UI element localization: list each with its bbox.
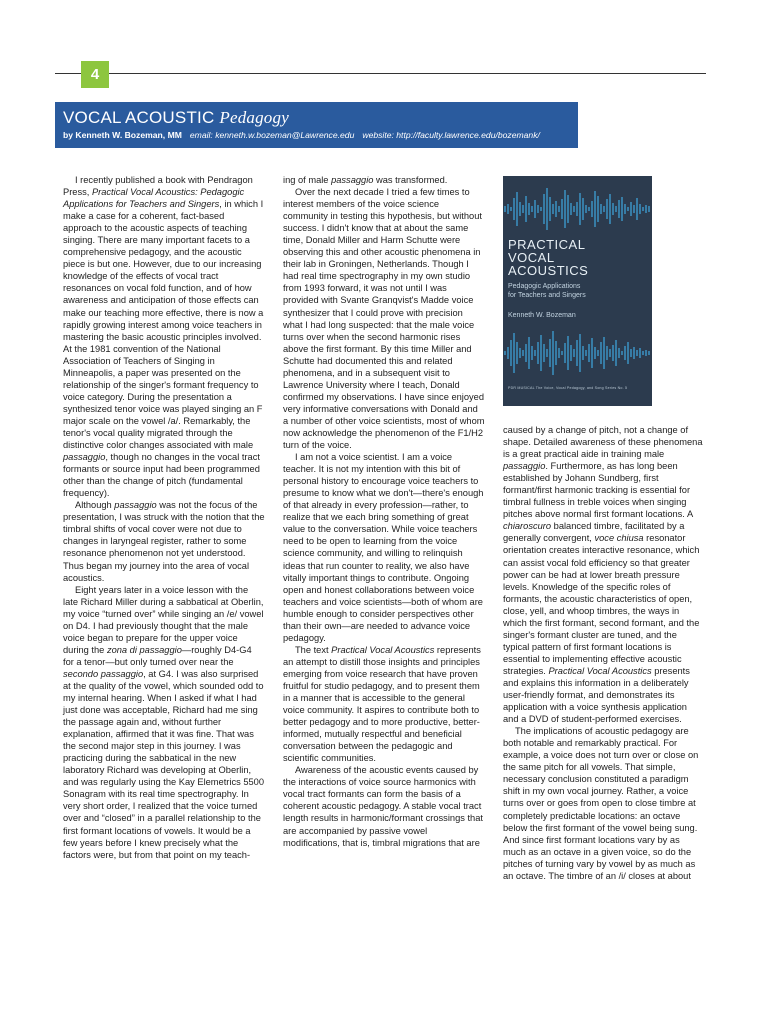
- page-number-badge: 4: [81, 61, 109, 88]
- article-column-2: [283, 174, 485, 849]
- header-rule-left: [55, 73, 81, 74]
- paragraph: Awareness of the acoustic events caused by the interactions of voice source harmonics with vocal tract formants can form the basis of a coherent acoustic pedagogy. A stable vocal tract length results in harmonic/formant crossings that are accompanied by passive vowel modifications, that is, timbral migrations that are: [283, 765, 483, 848]
- article-column-3: [503, 424, 703, 882]
- section-banner: [55, 102, 578, 148]
- paragraph: At the 1981 convention of the National Association of Teachers of Singing in Minneapolis, a paper was presented on the relationship of the singer's formant frequency to voice category. During the presentation a synthesized tenor voice was played singing an F major scale on the vowel /a/. Remarkably, the tenor's vocal quality migrated through the distinctive color changes associated with male passaggio, though no changes in the vocal tract formants or source input had been programmed other than the change of pitch (fundamental frequency).: [63, 343, 263, 499]
- waveform-graphic: [503, 184, 652, 234]
- book-subtitle: Pedagogic Applications for Teachers and Singers: [508, 283, 586, 299]
- paragraph: Eight years later in a voice lesson with the late Richard Miller during a sabbatical at Oberlin, my voice “turned over” while singing an /e/ vowel on D4. I had previously thought that the male voice began to prepare for the upper voice during the zona di passaggio—roughly D4-G4 for a tenor—but only turned over near the secondo passaggio, at G4. I was also surprised at the quality of the vowel, which sounded odd to my internal hearing. When I asked if what I had just done was acceptable, Richard had me sing the passage again and, without further explanation, affirmed that it was fine. That was the second major step in this journey. I was practicing during the sabbatical in the new laboratory Richard was developing at Oberlin, and was regularly using the Kay Elemetrics 5500 Sonagram with its real time spectrography. In very short order, I realized that the voice turned over and “closed” in a parallel relationship to the first formant locations of vowels. It would be a few years before I knew precisely what the factors were, but from that point on my teach-: [63, 584, 265, 860]
- section-title-italic: Pedagogy: [219, 108, 289, 127]
- byline-email[interactable]: email: kenneth.w.bozeman@Lawrence.edu: [189, 130, 355, 140]
- paragraph: The implications of acoustic pedagogy are both notable and remarkably practical. For example, a voice does not turn over or close on the same pitch for all vowels. That simple, necessary conclusion constituted a paradigm shift in my own vocal journey. Rather, a voice turns over or goes from open to close timbre at completely predictable locations: an octave below the first formant of the vowel being sung. And since first formant locations vary by as much as an octave in a given voice, so do the pitches of turning vary by vowel by as much as an octave. The timbre of an /i/ closes at about: [503, 726, 699, 881]
- book-cover-image: [503, 176, 652, 406]
- byline-website[interactable]: website: http://faculty.lawrence.edu/bozemank/: [362, 130, 540, 140]
- book-title: PRACTICAL VOCAL ACOUSTICS: [508, 237, 589, 278]
- paragraph: Although passaggio was not the focus of the presentation, I was struck with the notion that the timbral shifts of vocal cover were not due to changes in laryngeal register, rather to some resonance phenomenon not yet understood. Thus began my journey into the area of vocal acoustics.: [63, 500, 265, 583]
- paragraph: caused by a change of pitch, not a change of shape. Detailed awareness of these phenomena is a great practical aide in training male passaggio. Furthermore, as has long been established by Johann Sundberg, first formant/first harmonic tracking is essential for timbral fullness in treble voices when singing pitches above normal first formant locations. A chiaroscuro balanced timbre, facilitated by a generally convergent, voce chiusa resonator orientation creates interactive resonance, which can assist vocal fold efficiency so that greater power can be had at lower breath pressure levels. Knowledge of the specific roles of formants, the acoustic characteristics of open, close, yell, and whoop timbres, the ways in which the first formant, second formant, and the singer's formant cluster are tuned, and the typical pattern of first formant locations is essential to implementing effective acoustic strategies. Practical Vocal Acoustics presents and explains this information in a deliberately user-friendly format, and demonstrates its application with a voice synthesis application and a DVD of student-performed exercises.: [503, 425, 703, 725]
- paragraph: The text Practical Vocal Acoustics represents an attempt to distill those insights and principles emerging from voice research that have proven fruitful for studio pedagogy, and to present them in a manner that is accessible to the general voice community. It aspires to contribute both to better pedagogy and to more productive, better-informed, mutually respectful and beneficial conversation between the pedagogic and scientific communities.: [283, 644, 481, 764]
- byline: [63, 130, 540, 140]
- article-column-1: [63, 174, 265, 861]
- waveform-graphic: [503, 328, 652, 378]
- paragraph: I am not a voice scientist. I am a voice teacher. It is not my intention with this bit of personal history to encourage voice teachers to presume to know what we don't—there's enough of that already in every profession—rather, to realize that we each bring something of great value to the conversation. While voice teachers need to be open to learning from the voice science community, and willing to relinquish ideas that run counter to reality, we also have vitally important things to contribute. Ongoing open and honest collaborations between voice teachers and voice scientists—both of whom are humble enough to consider perspectives other than their own—are needed to advance voice pedagogy.: [283, 452, 484, 643]
- paragraph: I recently published a book with Pendragon Press, Practical Vocal Acoustics: Pedagogic Applications for Teachers and Singers, in which I make a case for a coherent, fact-based approach to the acoustic aspects of teaching singing. There are many important facets to a comprehensive pedagogy, and the acoustic piece is but one. However, due to our increasing knowledge of the effects of vocal tract resonances on vocal fold function, and of how awareness and anticipation of those effects can make our teaching more effective, there is now a rapidly growing interest among voice teachers in mastering the basic acoustic principles involved.: [63, 175, 264, 342]
- section-title: [63, 108, 289, 128]
- book-footer: PDR MUSICAL The Voice, Vocal Pedagogy, and Song Series No. 5: [508, 386, 628, 390]
- section-title-main: VOCAL ACOUSTIC: [63, 108, 215, 127]
- byline-author: by Kenneth W. Bozeman, MM: [63, 130, 182, 140]
- header-rule-right: [109, 73, 706, 74]
- paragraph: ing of male passaggio was transformed.: [283, 175, 448, 185]
- paragraph: Over the next decade I tried a few times to interest members of the voice science community in testing this hypothesis, but without success. I didn't know that at about the same time, Donald Miller and Harm Schutte were observing this and other acoustic phenomena in their lab in Groningen, Netherlands. Though I had real time spectrography in my own studio from 1993 forward, it was not until I was provided with Svante Granqvist's Madde voice synthesizer that I could prove with precision what I had long suspected: that the male voice turns over when the second harmonic rises above the first formant. By this time Miller and Schutte had documented this and related phenomena, and in a subsequent visit to Lawrence University where I teach, Donald confirmed my observations. I have since enjoyed very informative conversations with Donald and a number of other voice scientists, most of whom now acknowledge the phenomenon of the F1/H2 turn of the voice.: [283, 187, 485, 451]
- book-author: Kenneth W. Bozeman: [508, 312, 576, 319]
